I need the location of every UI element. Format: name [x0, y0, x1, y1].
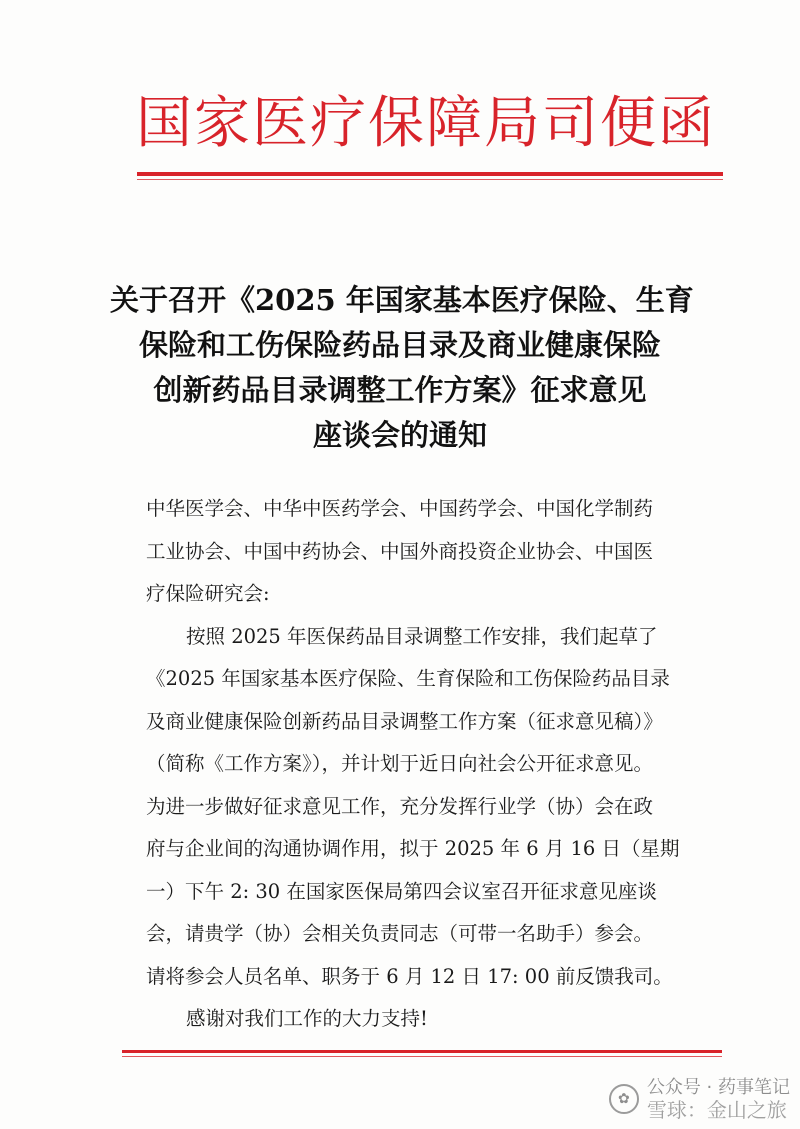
letterhead-red-rule	[137, 172, 723, 176]
title-line: 创新药品目录调整工作方案》征求意见	[153, 373, 647, 407]
footer-red-rule	[122, 1050, 722, 1053]
body-line: 《2025 年国家基本医疗保险、生育保险和工伤保险药品目录	[146, 667, 670, 690]
addressee-line: 工业协会、中国中药协会、中国外商投资企业协会、中国医	[146, 539, 654, 563]
watermark-text	[647, 1077, 790, 1121]
body-line: 会，请贵学（协）会相关负责同志（可带一名助手）参会。	[146, 922, 654, 945]
watermark-line: 公众号 · 药事笔记	[646, 1077, 790, 1098]
watermark	[609, 1074, 790, 1124]
body-line: （简称《工作方案》），并计划于近日向社会公开征求意见。	[146, 752, 654, 775]
addressee-line: 疗保险研究会:	[146, 582, 270, 605]
letterhead-red-rule-thin	[137, 179, 723, 180]
body-line: 按照 2025 年医保药品目录调整工作安排，我们起草了	[186, 624, 658, 648]
letterhead: 国家医疗保障局司便函	[136, 91, 716, 156]
body-line: 为进一步做好征求意见工作，充分发挥行业学（协）会在政	[146, 794, 654, 818]
body-line: 及商业健康保险创新药品目录调整工作方案（征求意见稿）》	[146, 709, 663, 733]
title-line: 保险和工伤保险药品目录及商业健康保险	[138, 328, 661, 362]
addressee-line: 中华医学会、中华中医药学会、中国药学会、中国化学制药	[146, 497, 654, 520]
body-line: 一）下午 2: 30 在国家医保局第四会议室召开征求意见座谈	[146, 879, 657, 903]
wechat-logo-icon: ✿	[609, 1084, 639, 1114]
closing-line: 感谢对我们工作的大力支持!	[186, 1007, 428, 1030]
footer-red-rule-thin	[122, 1056, 722, 1057]
notice-title	[110, 278, 694, 458]
title-line: 座谈会的通知	[312, 418, 487, 452]
title-line: 关于召开《2025 年国家基本医疗保险、生育	[110, 283, 694, 317]
body-line: 请将参会人员名单、职务于 6 月 12 日 17: 00 前反馈我司。	[146, 964, 673, 988]
watermark-line: 雪球：金山之旅	[646, 1098, 787, 1122]
body-line: 府与企业间的沟通协调作用，拟于 2025 年 6 月 16 日（星期	[146, 837, 680, 860]
notice-body	[146, 488, 706, 1041]
